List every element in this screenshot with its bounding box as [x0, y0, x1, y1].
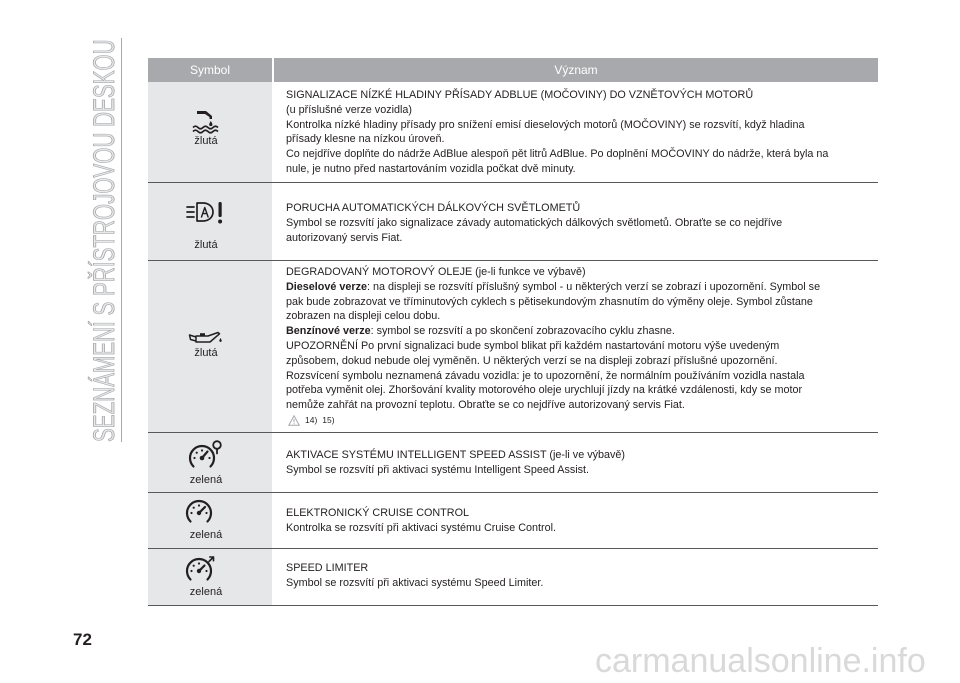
text-line: Symbol se rozsvítí při aktivaci systému Intelligent Speed Assist.: [286, 463, 590, 476]
text-line: (u příslušné verze vozidla): [286, 103, 413, 116]
adblue-level-icon: [190, 106, 220, 134]
symbol-color-label: zelená: [189, 586, 223, 598]
meaning-text: [286, 506, 556, 536]
auto-high-beam-fault-icon: [184, 199, 226, 227]
row-divider: [148, 182, 878, 183]
warning-triangle-icon: [288, 415, 300, 426]
bold-term: Benzínové verze: [286, 325, 371, 338]
watermark: carmanualsonline.info: [595, 642, 926, 680]
text-line: Rozsvícení symbolu neznamená závadu vozidla: je to upozornění, že normálním používáním vozidla nastala: [286, 369, 805, 382]
text-line: potřeba vyměnit olej. Zhoršování kvality motorového oleje urychlují jízdy na krátké vzdálenosti, kdy se motor: [286, 384, 803, 397]
row-divider: [148, 548, 878, 549]
table-row-cruise-control: [148, 492, 878, 548]
reference-number: 14): [305, 414, 318, 425]
bold-term: Dieselové verze: [286, 280, 368, 293]
row-divider: [148, 492, 878, 493]
margin-divider: [121, 38, 122, 442]
text-line: pak bude zobrazovat ve tříminutových cyklech s pětisekundovým zhasnutím do výměny oleje. Symbol zůstane: [286, 295, 813, 308]
text-line: nemůže zahřát na provozní teplotu. Obraťte se co nejdříve autorizovaný servis Fiat.: [286, 399, 685, 412]
meaning-title: SIGNALIZACE NÍZKÉ HLADINY PŘÍSADY ADBLUE (MOČOVINY) DO VZNĚTOVÝCH MOTORŮ: [286, 89, 754, 101]
column-header-symbol: Symbol: [148, 58, 272, 82]
symbol-color-label: žlutá: [194, 347, 218, 359]
table-row-adblue: [148, 82, 878, 182]
text-line: způsobem, dokud nebude olej vyměněn. U některých verzí se na displeji zobrazí příslušné upozornění.: [286, 354, 778, 367]
reference-number: 15): [322, 414, 335, 425]
meaning-title: DEGRADOVANÝ MOTOROVÝ OLEJE (je-li funkce ve výbavě): [286, 266, 586, 278]
meaning-title: ELEKTRONICKÝ CRUISE CONTROL: [286, 507, 469, 519]
text-line: Kontrolka nízké hladiny přísady pro snížení emisí dieselových motorů (MOČOVINY) se rozsvítí, když hladina: [286, 118, 805, 131]
text-line: Symbol se rozsvítí jako signalizace závady automatických dálkových světlometů. Obraťte se co nejdříve: [286, 216, 783, 229]
text-line: autorizovaný servis Fiat.: [286, 231, 403, 244]
speed-limiter-icon: [184, 555, 216, 585]
meaning-text: [286, 561, 543, 591]
text-segment: : symbol se rozsvítí a po skončení zobrazovacího cyklu zhasne.: [370, 325, 675, 338]
text-line: přísady klesne na nízkou úroveň.: [286, 133, 445, 146]
meaning-text: [286, 201, 782, 245]
table-row-speed-assist: [148, 432, 878, 492]
oil-can-icon: [187, 330, 223, 346]
warning-references: [286, 413, 820, 428]
text-line: [286, 280, 820, 295]
text-line: Kontrolka se rozsvítí při aktivaci systému Cruise Control.: [286, 521, 557, 534]
text-line: Symbol se rozsvítí při aktivaci systému Speed Limiter.: [286, 576, 544, 589]
text-line: [286, 324, 820, 339]
text-segment: : na displeji se rozsvítí příslušný symbol - u některých verzí se zobrazí i upozornění. Symbol se: [367, 280, 821, 293]
row-divider: [148, 260, 878, 261]
symbol-color-label: zelená: [189, 529, 223, 541]
table-row-high-beam: [148, 182, 878, 260]
text-line: Co nejdříve doplňte do nádrže AdBlue alespoň pět litrů AdBlue. Po doplnění MOČOVINY do nádrže, která byla na: [286, 148, 829, 161]
meaning-title: AKTIVACE SYSTÉMU INTELLIGENT SPEED ASSIST (je-li ve výbavě): [286, 449, 625, 461]
table-row-speed-limiter: [148, 548, 878, 605]
text-line: nule, je nutno před nastartováním vozidla počkat dvě minuty.: [286, 162, 576, 175]
meaning-text: [286, 88, 828, 177]
table-row-oil: [148, 260, 878, 432]
chapter-side-title: SEZNÁMENÍ S PŘÍSTROJOVOU DESKOU: [88, 39, 121, 443]
column-header-meaning: Význam: [274, 58, 878, 82]
symbol-color-label: žlutá: [194, 135, 218, 147]
page-number: 72: [73, 630, 92, 649]
cruise-control-icon: [184, 497, 216, 527]
symbol-color-label: zelená: [189, 474, 223, 486]
row-divider: [148, 605, 878, 606]
meaning-text: [286, 448, 625, 478]
meaning-text: [286, 265, 820, 428]
intelligent-speed-assist-icon: [185, 438, 225, 472]
text-line: UPOZORNĚNÍ Po první signalizaci bude symbol blikat při každém nastartování motoru výše uvedeným: [286, 339, 780, 352]
row-divider: [148, 432, 878, 433]
symbol-color-label: žlutá: [194, 239, 218, 251]
meaning-title: SPEED LIMITER: [286, 562, 369, 574]
text-line: zobrazen na displeji celou dobu.: [286, 310, 441, 323]
meaning-title: PORUCHA AUTOMATICKÝCH DÁLKOVÝCH SVĚTLOMETŮ: [286, 202, 581, 214]
